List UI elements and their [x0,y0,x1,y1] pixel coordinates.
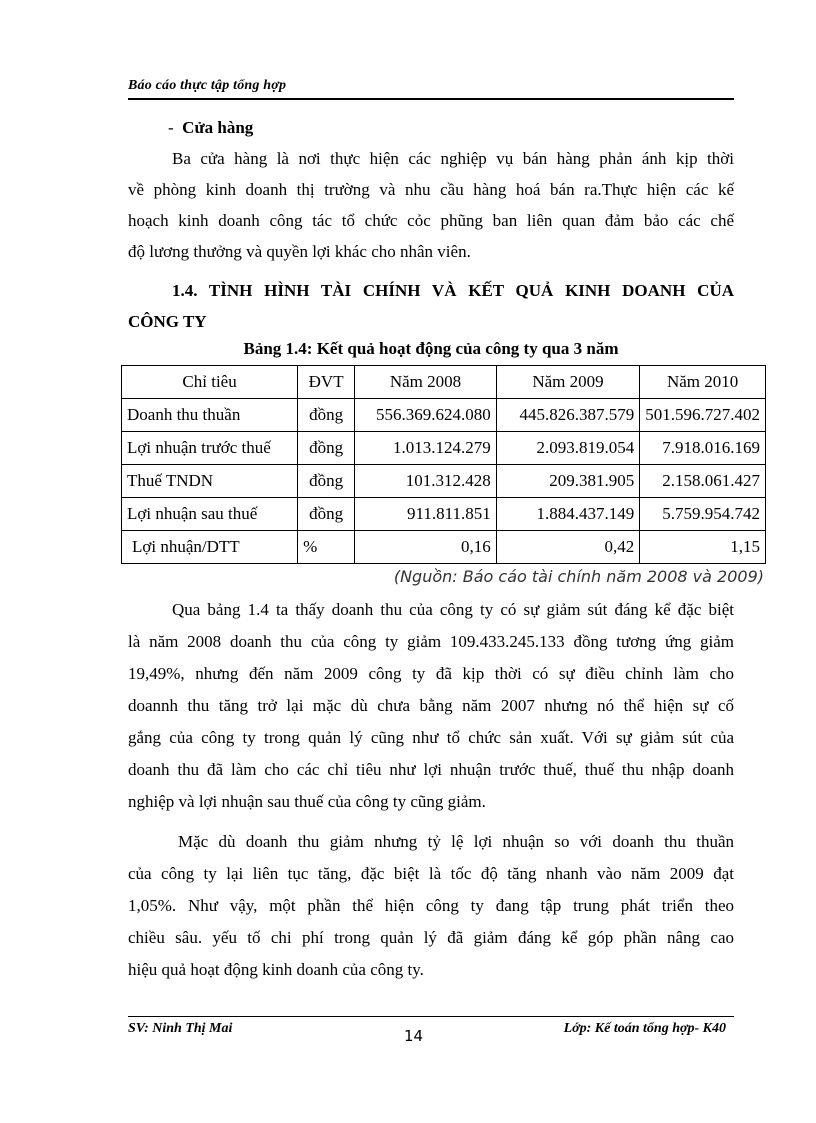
table-cell: Doanh thu thuần [122,399,298,432]
header-cell: Năm 2009 [496,366,639,399]
table-cell: Thuế TNDN [122,465,298,498]
footer-student: SV: Ninh Thị Mai [128,1021,233,1036]
table-cell: Lợi nhuận sau thuế [122,498,298,531]
page-body [127,112,764,986]
store-line-2: về phòng kinh doanh thị trường và nhu cầu hàng hoá bán ra.Thực hiện các kế [128,180,734,199]
analysis-paragraph-2 [128,826,734,986]
paragraph-line: Mặc dù doanh thu giảm nhưng tỷ lệ lợi nhuận so với doanh thu thuần [178,832,734,851]
header-cell: Chỉ tiêu [122,366,298,399]
table-cell: 209.381.905 [496,465,639,498]
header-cell: Năm 2010 [640,366,766,399]
paragraph-line: hiệu quả hoạt động kinh doanh của công ty. [128,960,424,979]
table-cell: 911.811.851 [355,498,497,531]
store-line-4: độ lương thưởng và quyền lợi khác cho nhân viên. [128,242,471,261]
table-row [122,465,766,498]
table-caption: Bảng 1.4: Kết quả hoạt động của công ty qua 3 năm [243,339,619,358]
results-table [121,365,766,564]
finance-heading-line-1: 1.4. TÌNH HÌNH TÀI CHÍNH VÀ KẾT QUẢ KINH DOANH CỦA [172,281,734,300]
finance-heading-line-2: CÔNG TY [128,312,207,331]
paragraph-line: nghiệp và lợi nhuận sau thuế của công ty cũng giảm. [128,792,486,811]
store-line-1: Ba cửa hàng là nơi thực hiện các nghiệp vụ bán hàng phản ánh kịp thời [172,149,734,168]
table-cell: 0,42 [496,531,639,564]
table-cell: 0,16 [355,531,497,564]
table-cell: đồng [298,465,355,498]
table-cell: 556.369.624.080 [355,399,497,432]
table-source-note: (Nguồn: Báo cáo tài chính năm 2008 và 2009) [393,567,764,586]
table-cell: đồng [298,498,355,531]
header-cell: Năm 2008 [355,366,497,399]
store-bullet: - [168,118,174,137]
table-cell: 1.013.124.279 [355,432,497,465]
store-line-3: hoạch kinh doanh công tác tổ chức cỏc phũng ban liên quan đảm bảo các chế [128,211,734,230]
paragraph-line: gắng của công ty trong quản lý cũng như tổ chức sản xuất. Với sự giảm sút của [128,728,734,747]
paragraph-line: chiều sâu. yếu tố chi phí trong quản lý đã giảm đáng kể góp phần nâng cao [128,928,734,947]
table-row [122,531,766,564]
store-title: Cửa hàng [182,118,254,137]
paragraph-line: doannh thu tăng trở lại mặc dù chưa bằng năm 2007 nhưng nó thể hiện sự cố [128,696,734,715]
page-header [128,76,734,100]
table-cell: Lợi nhuận trước thuế [122,432,298,465]
table-cell: đồng [298,432,355,465]
table-cell: 7.918.016.169 [640,432,766,465]
paragraph-line: 1,05%. Như vậy, một phần thể hiện công ty đang tập trung phát triển theo [128,896,734,915]
table-header-row [122,366,766,399]
table-cell: Lợi nhuận/DTT [122,531,298,564]
table-cell: đồng [298,399,355,432]
table-row [122,498,766,531]
paragraph-line: Qua bảng 1.4 ta thấy doanh thu của công ty có sự giảm sút đáng kể đặc biệt [172,600,734,619]
table-row [122,432,766,465]
paragraph-line: của công ty lại liên tục tăng, đặc biệt là tốc độ tăng nhanh vào năm 2009 đạt [128,864,734,883]
page-number: 14 [404,1027,424,1045]
page-footer [128,1016,734,1045]
table-cell: 1,15 [640,531,766,564]
table-cell: 501.596.727.402 [640,399,766,432]
paragraph-line: doanh thu đã làm cho các chỉ tiêu như lợi nhuận trước thuế, thuế thu nhập doanh [128,760,734,779]
store-heading [128,112,734,143]
table-row [122,399,766,432]
header-cell: ĐVT [298,366,355,399]
table-cell: 445.826.387.579 [496,399,639,432]
table-cell: 101.312.428 [355,465,497,498]
header-title: Báo cáo thực tập tổng hợp [128,78,287,93]
table-cell: 2.158.061.427 [640,465,766,498]
paragraph-line: là năm 2008 doanh thu của công ty giảm 109.433.245.133 đồng tương ứng giảm [128,632,734,651]
table-cell: 1.884.437.149 [496,498,639,531]
footer-class: Lớp: Kế toán tổng hợp- K40 [563,1021,726,1036]
table-cell: 2.093.819.054 [496,432,639,465]
table-cell: 5.759.954.742 [640,498,766,531]
analysis-paragraph-1 [128,594,734,818]
paragraph-line: 19,49%, nhưng đến năm 2009 công ty đã kịp thời có sự điều chỉnh làm cho [128,664,734,683]
table-cell: % [298,531,355,564]
